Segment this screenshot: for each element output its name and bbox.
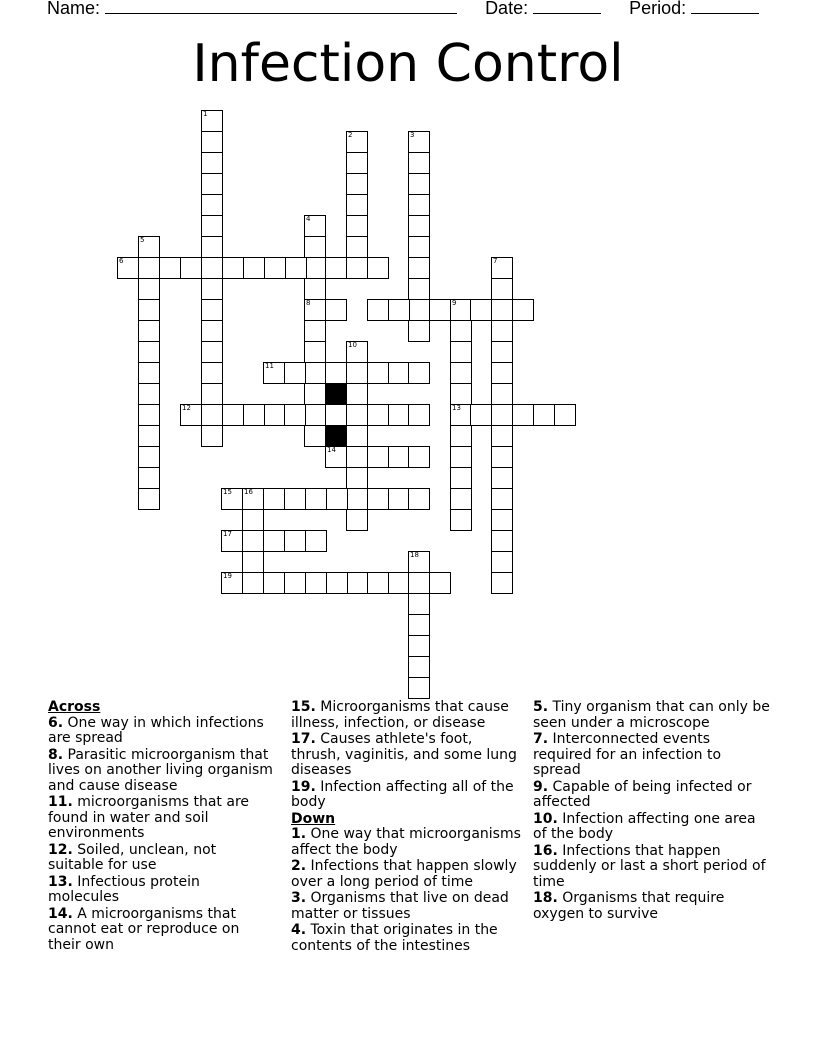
clue-item xyxy=(291,827,523,858)
grid-cell[interactable] xyxy=(201,320,223,342)
grid-cell[interactable] xyxy=(408,194,430,216)
grid-cell[interactable] xyxy=(408,677,430,699)
grid-cell[interactable] xyxy=(346,509,368,531)
clue-number: 4 xyxy=(306,215,311,223)
grid-cell[interactable] xyxy=(388,488,410,510)
clue-number: 9 xyxy=(452,299,457,307)
grid-cell[interactable] xyxy=(243,257,265,279)
clue-item-text: Soiled, unclean, not suitable for use xyxy=(48,841,217,873)
clue-item xyxy=(48,795,274,842)
clue-item-number: 8. xyxy=(48,746,64,763)
clue-item xyxy=(291,700,523,731)
grid-cell[interactable] xyxy=(201,215,223,237)
grid-cell[interactable] xyxy=(242,530,264,552)
grid-cell[interactable] xyxy=(138,446,160,468)
grid-cell[interactable] xyxy=(408,593,430,615)
clue-item-text: A microorganisms that cannot eat or reproduce on their own xyxy=(48,905,240,953)
clue-item-text: Tiny organism that can only be seen under a microscope xyxy=(533,699,770,731)
clue-item xyxy=(48,748,274,795)
clue-number: 12 xyxy=(182,404,191,412)
grid-cell[interactable] xyxy=(201,404,223,426)
grid-cell[interactable] xyxy=(408,236,430,258)
clue-item-number: 7. xyxy=(533,731,549,747)
grid-cell[interactable] xyxy=(408,215,430,237)
grid-cell[interactable] xyxy=(346,215,368,237)
clue-number: 15 xyxy=(223,488,232,496)
clue-item-number: 15. xyxy=(291,699,316,715)
clue-number: 6 xyxy=(119,257,124,265)
grid-cell[interactable] xyxy=(304,404,326,426)
grid-cell[interactable] xyxy=(450,467,472,489)
clue-item xyxy=(291,859,523,890)
clue-item-text: One way that microorganisms affect the body xyxy=(291,826,521,858)
grid-cell[interactable] xyxy=(325,404,347,426)
clue-number: 8 xyxy=(306,299,311,307)
clue-item-text: microorganisms that are found in water and soil environments xyxy=(48,794,250,841)
grid-cell[interactable] xyxy=(367,257,389,279)
clue-item-text: Capable of being infected or affected xyxy=(533,778,752,810)
grid-cell[interactable] xyxy=(491,383,513,405)
grid-cell[interactable] xyxy=(346,488,368,510)
clue-number: 16 xyxy=(244,488,253,496)
grid-cell[interactable] xyxy=(491,488,513,510)
clue-number: 17 xyxy=(223,530,232,538)
grid-cell[interactable] xyxy=(388,404,410,426)
grid-cell[interactable] xyxy=(367,404,389,426)
clue-item xyxy=(48,875,274,906)
grid-cell[interactable] xyxy=(243,404,265,426)
grid-cell[interactable] xyxy=(242,572,264,594)
grid-cell[interactable] xyxy=(408,635,430,657)
grid-cell[interactable] xyxy=(222,257,244,279)
grid-cell[interactable] xyxy=(346,152,368,174)
grid-cell[interactable] xyxy=(138,383,160,405)
clue-item-number: 16. xyxy=(533,842,558,859)
page-title: Infection Control xyxy=(192,34,624,94)
grid-cell[interactable] xyxy=(408,257,430,279)
grid-cell[interactable] xyxy=(305,488,327,510)
black-square xyxy=(325,383,347,405)
grid-cell[interactable] xyxy=(138,257,160,279)
grid-cell[interactable] xyxy=(408,278,430,300)
down-heading: Down xyxy=(291,810,336,827)
grid-cell[interactable] xyxy=(491,425,513,447)
clue-number: 2 xyxy=(348,131,353,139)
clue-item-text: Infection affecting all of the body xyxy=(291,778,514,810)
clue-item-number: 9. xyxy=(533,778,549,795)
grid-cell[interactable] xyxy=(491,551,513,573)
grid-cell[interactable] xyxy=(284,488,306,510)
grid-cell[interactable] xyxy=(284,572,306,594)
clue-number: 19 xyxy=(223,572,232,580)
grid-cell[interactable] xyxy=(346,404,368,426)
clue-item xyxy=(48,843,274,874)
grid-cell[interactable] xyxy=(408,488,430,510)
grid-cell[interactable] xyxy=(304,341,326,363)
grid-cell[interactable] xyxy=(408,362,430,384)
clue-item-text: Toxin that originates in the contents of the intestines xyxy=(291,922,498,954)
grid-cell[interactable] xyxy=(304,236,326,258)
clue-item-number: 4. xyxy=(291,922,307,938)
clues-column-1 xyxy=(48,700,274,954)
clues-column-2 xyxy=(291,700,523,955)
clue-item-text: Infections that happen slowly over a long period of time xyxy=(291,858,517,890)
clue-number: 13 xyxy=(452,404,461,412)
clue-number: 18 xyxy=(410,551,419,559)
grid-cell[interactable] xyxy=(388,446,410,468)
grid-cell[interactable] xyxy=(138,362,160,384)
clue-item-number: 1. xyxy=(291,826,307,842)
grid-cell[interactable] xyxy=(326,488,348,510)
clue-item-number: 12. xyxy=(48,841,73,858)
grid-cell[interactable] xyxy=(491,572,513,594)
clue-item-text: Microorganisms that cause illness, infection, or disease xyxy=(291,699,509,731)
grid-cell[interactable] xyxy=(388,299,410,321)
grid-cell[interactable] xyxy=(201,278,223,300)
grid-cell[interactable] xyxy=(491,341,513,363)
grid-cell[interactable] xyxy=(450,383,472,405)
grid-cell[interactable] xyxy=(388,362,410,384)
grid-cell[interactable] xyxy=(491,278,513,300)
clue-item xyxy=(533,812,773,843)
grid-cell[interactable] xyxy=(201,299,223,321)
grid-cell[interactable] xyxy=(491,446,513,468)
clue-item-number: 5. xyxy=(533,699,549,715)
grid-cell[interactable] xyxy=(325,362,347,384)
grid-cell[interactable] xyxy=(284,404,306,426)
grid-cell[interactable] xyxy=(429,299,451,321)
clue-item-number: 6. xyxy=(48,714,64,731)
clue-item-number: 17. xyxy=(291,731,316,747)
clue-number: 11 xyxy=(265,362,274,370)
grid-cell[interactable] xyxy=(450,488,472,510)
clue-item-text: Organisms that require oxygen to survive xyxy=(533,890,725,922)
clue-number: 10 xyxy=(348,341,357,349)
clue-item xyxy=(533,700,773,731)
grid-cell[interactable] xyxy=(491,404,513,426)
grid-cell[interactable] xyxy=(346,362,368,384)
clue-number: 5 xyxy=(140,236,145,244)
grid-cell[interactable] xyxy=(138,488,160,510)
grid-cell[interactable] xyxy=(367,362,389,384)
grid-cell[interactable] xyxy=(470,299,492,321)
clue-item-number: 2. xyxy=(291,858,307,874)
grid-cell[interactable] xyxy=(263,488,285,510)
clue-item-text: Infection affecting one area of the body xyxy=(533,810,756,842)
clue-item-number: 11. xyxy=(48,794,73,810)
grid-cell[interactable] xyxy=(491,299,513,321)
date-label: Date: xyxy=(485,0,529,18)
clue-item-text: Interconnected events required for an infection to spread xyxy=(533,731,722,778)
grid-cell[interactable] xyxy=(138,299,160,321)
grid-cell[interactable] xyxy=(264,257,286,279)
grid-cell[interactable] xyxy=(346,467,368,489)
grid-cell[interactable] xyxy=(408,320,430,342)
clue-item xyxy=(291,780,523,811)
grid-cell[interactable] xyxy=(201,362,223,384)
grid-cell[interactable] xyxy=(264,404,286,426)
clue-item xyxy=(291,732,523,779)
grid-cell[interactable] xyxy=(304,383,326,405)
grid-cell[interactable] xyxy=(346,194,368,216)
clue-item-text: Parasitic microorganism that lives on another living organism and cause disease xyxy=(48,746,273,794)
clue-item xyxy=(533,844,773,891)
grid-cell[interactable] xyxy=(512,299,534,321)
grid-cell[interactable] xyxy=(470,404,492,426)
grid-cell[interactable] xyxy=(242,509,264,531)
clue-item xyxy=(48,716,274,747)
grid-cell[interactable] xyxy=(326,572,348,594)
grid-cell[interactable] xyxy=(367,299,389,321)
grid-cell[interactable] xyxy=(304,257,326,279)
clue-number: 1 xyxy=(203,110,208,118)
grid-cell[interactable] xyxy=(180,257,202,279)
grid-cell[interactable] xyxy=(305,572,327,594)
clue-item-text: One way in which infections are spread xyxy=(48,714,264,746)
grid-cell[interactable] xyxy=(201,425,223,447)
grid-cell[interactable] xyxy=(491,509,513,531)
clue-item-text: Organisms that live on dead matter or tissues xyxy=(291,890,509,922)
grid-cell[interactable] xyxy=(429,572,451,594)
grid-cell[interactable] xyxy=(138,341,160,363)
grid-cell[interactable] xyxy=(450,320,472,342)
grid-cell[interactable] xyxy=(408,173,430,195)
grid-cell[interactable] xyxy=(138,278,160,300)
grid-cell[interactable] xyxy=(304,320,326,342)
grid-cell[interactable] xyxy=(284,362,306,384)
grid-cell[interactable] xyxy=(408,572,430,594)
grid-cell[interactable] xyxy=(367,572,389,594)
grid-cell[interactable] xyxy=(408,299,430,321)
grid-cell[interactable] xyxy=(201,383,223,405)
grid-cell[interactable] xyxy=(408,656,430,678)
grid-cell[interactable] xyxy=(346,383,368,405)
grid-cell[interactable] xyxy=(138,320,160,342)
grid-cell[interactable] xyxy=(450,341,472,363)
clue-item-number: 14. xyxy=(48,905,73,922)
clue-item-text: Causes athlete's foot, thrush, vaginitis, and some lung diseases xyxy=(291,731,517,778)
period-label: Period: xyxy=(629,0,687,18)
clue-item xyxy=(533,780,773,811)
grid-cell[interactable] xyxy=(304,362,326,384)
grid-cell[interactable] xyxy=(201,131,223,153)
grid-cell[interactable] xyxy=(533,404,555,426)
grid-cell[interactable] xyxy=(450,362,472,384)
grid-cell[interactable] xyxy=(325,299,347,321)
grid-cell[interactable] xyxy=(408,404,430,426)
grid-cell[interactable] xyxy=(138,467,160,489)
clue-item-number: 13. xyxy=(48,873,73,890)
grid-cell[interactable] xyxy=(201,194,223,216)
grid-cell[interactable] xyxy=(367,488,389,510)
grid-cell[interactable] xyxy=(285,257,307,279)
grid-cell[interactable] xyxy=(491,362,513,384)
grid-cell[interactable] xyxy=(367,446,389,468)
clue-item-number: 18. xyxy=(533,890,558,906)
clue-number: 7 xyxy=(493,257,498,265)
grid-cell[interactable] xyxy=(491,530,513,552)
clue-item xyxy=(533,732,773,779)
clue-item xyxy=(533,891,773,922)
grid-cell[interactable] xyxy=(491,467,513,489)
grid-cell[interactable] xyxy=(222,404,244,426)
grid-cell[interactable] xyxy=(304,278,326,300)
grid-cell[interactable] xyxy=(305,530,327,552)
clue-item xyxy=(48,907,274,954)
clue-item-number: 19. xyxy=(291,778,316,795)
clue-number: 3 xyxy=(410,131,415,139)
grid-cell[interactable] xyxy=(450,446,472,468)
grid-cell[interactable] xyxy=(159,257,181,279)
grid-cell[interactable] xyxy=(346,257,368,279)
grid-cell[interactable] xyxy=(346,425,368,447)
across-heading: Across xyxy=(48,699,101,715)
name-label: Name: xyxy=(47,0,101,18)
grid-cell[interactable] xyxy=(346,236,368,258)
grid-cell[interactable] xyxy=(408,446,430,468)
grid-cell[interactable] xyxy=(512,404,534,426)
black-square xyxy=(325,425,347,447)
grid-cell[interactable] xyxy=(325,257,347,279)
grid-cell[interactable] xyxy=(388,572,410,594)
grid-cell[interactable] xyxy=(201,341,223,363)
grid-cell[interactable] xyxy=(450,509,472,531)
grid-cell[interactable] xyxy=(346,446,368,468)
clue-number: 14 xyxy=(327,446,336,454)
clue-item xyxy=(291,891,523,922)
grid-cell[interactable] xyxy=(138,425,160,447)
grid-cell[interactable] xyxy=(201,152,223,174)
grid-cell[interactable] xyxy=(263,572,285,594)
grid-cell[interactable] xyxy=(346,173,368,195)
grid-cell[interactable] xyxy=(554,404,576,426)
grid-cell[interactable] xyxy=(201,173,223,195)
clue-item xyxy=(291,923,523,954)
clue-item-text: Infectious protein molecules xyxy=(48,873,200,905)
grid-cell[interactable] xyxy=(304,425,326,447)
clue-item-number: 3. xyxy=(291,890,307,906)
grid-cell[interactable] xyxy=(408,614,430,636)
clue-item-number: 10. xyxy=(533,810,558,827)
grid-cell[interactable] xyxy=(347,572,369,594)
clues-column-3 xyxy=(533,700,773,923)
grid-cell[interactable] xyxy=(450,425,472,447)
grid-cell[interactable] xyxy=(263,530,285,552)
clue-item-text: Infections that happen suddenly or last a short period of time xyxy=(533,842,766,890)
grid-cell[interactable] xyxy=(138,404,160,426)
grid-cell[interactable] xyxy=(491,320,513,342)
grid-cell[interactable] xyxy=(284,530,306,552)
grid-cell[interactable] xyxy=(242,551,264,573)
grid-cell[interactable] xyxy=(408,152,430,174)
grid-cell[interactable] xyxy=(201,257,223,279)
grid-cell[interactable] xyxy=(201,236,223,258)
